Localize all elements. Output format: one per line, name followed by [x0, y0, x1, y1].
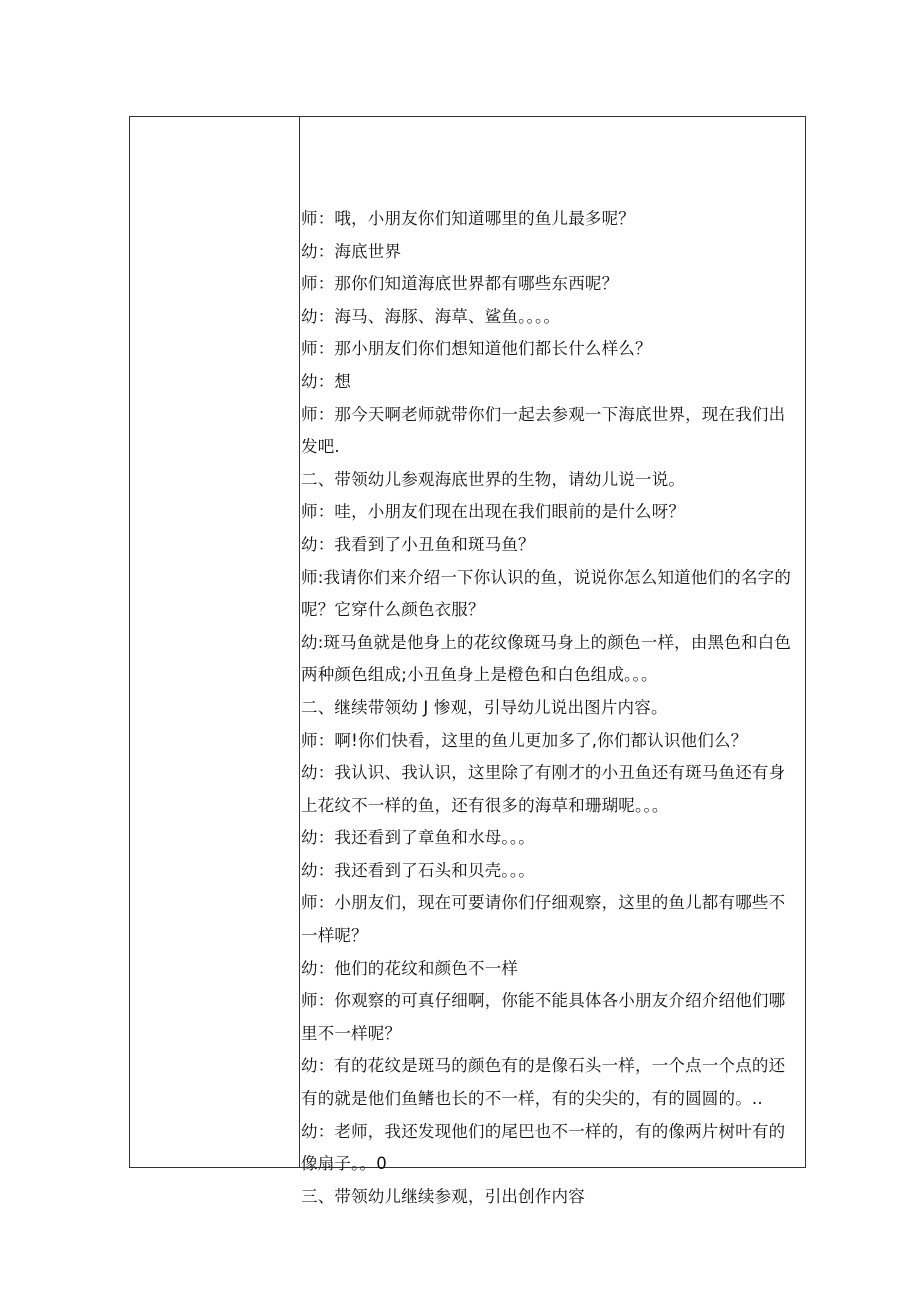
text-line: 发吧. — [301, 437, 340, 457]
text-line: 呢？它穿什么颜色衣服？ — [301, 600, 485, 620]
text-line: 有的就是他们鱼鳍也长的不一样，有的尖尖的，有的圆圆的。.. — [301, 1089, 763, 1109]
table-left-cell — [130, 117, 300, 1167]
text-line: 师：哇，小朋友们现在出现在我们眼前的是什么呀？ — [301, 502, 686, 522]
lesson-table — [129, 116, 806, 1206]
text-line: 师：那小朋友们你们想知道他们都长什么样么？ — [301, 339, 652, 359]
text-line: 师：哦，小朋友你们知道哪里的鱼儿最多呢？ — [301, 209, 635, 228]
text-line: 像扇子。。0 — [301, 1154, 387, 1174]
text-line: 幼：有的花纹是斑马的颜色有的是像石头一样，一个点一个点的还 — [301, 1056, 786, 1076]
text-line: 师：那你们知道海底世界都有哪些东西呢？ — [301, 274, 619, 294]
section-heading: 二、带领幼儿参观海底世界的生物，请幼儿说一说。 — [301, 469, 686, 489]
text-line: 幼：我认识、我认识，这里除了有刚才的小丑鱼还有斑马鱼还有身 — [301, 763, 786, 783]
text-line: 师：那今天啊老师就带你们一起去参观一下海底世界，现在我们出 — [301, 404, 786, 424]
text-line: 幼：海底世界 — [301, 241, 402, 261]
text-line: 师：啊!你们快看，这里的鱼儿更加多了,你们都认识他们么？ — [301, 730, 748, 750]
text-line: 幼：我看到了小丑鱼和斑马鱼？ — [301, 534, 535, 554]
table-content-cell — [300, 117, 805, 1206]
text-line: 师：你观察的可真仔细啊，你能不能具体各小朋友介绍介绍他们哪 — [301, 991, 786, 1011]
text-line: 幼：我还看到了章鱼和水母。。。 — [301, 828, 535, 848]
section-heading: 三、带领幼儿继续参观，引出创作内容 — [301, 1186, 585, 1206]
text-line: 上花纹不一样的鱼，还有很多的海草和珊瑚呢。。。 — [301, 795, 669, 815]
text-line: 师:我请你们来介绍一下你认识的鱼，说说你怎么知道他们的名字的 — [301, 567, 792, 587]
text-line: 幼：想 — [301, 371, 352, 391]
text-line: 两种颜色组成;小丑鱼身上是橙色和白色组成。。。 — [301, 665, 658, 685]
section-heading: 二、继续带领幼 J 惨观，引导幼儿说出图片内容。 — [301, 697, 668, 717]
text-line: 里不一样呢？ — [301, 1023, 402, 1043]
text-line: 幼:斑马鱼就是他身上的花纹像斑马身上的颜色一样，由黑色和白色 — [301, 632, 792, 652]
text-line: 幼：他们的花纹和颜色不一样 — [301, 958, 519, 978]
text-line: 幼：老师，我还发现他们的尾巴也不一样的，有的像两片树叶有的 — [301, 1121, 786, 1141]
text-line: 幼：海马、海豚、海草、鲨鱼。。。。 — [301, 306, 561, 326]
text-line: 师：小朋友们，现在可要请你们仔细观察，这里的鱼儿都有哪些不 — [301, 893, 786, 913]
text-line: 一样呢？ — [301, 926, 368, 946]
text-line: 幼：我还看到了石头和贝壳。。。 — [301, 860, 535, 880]
